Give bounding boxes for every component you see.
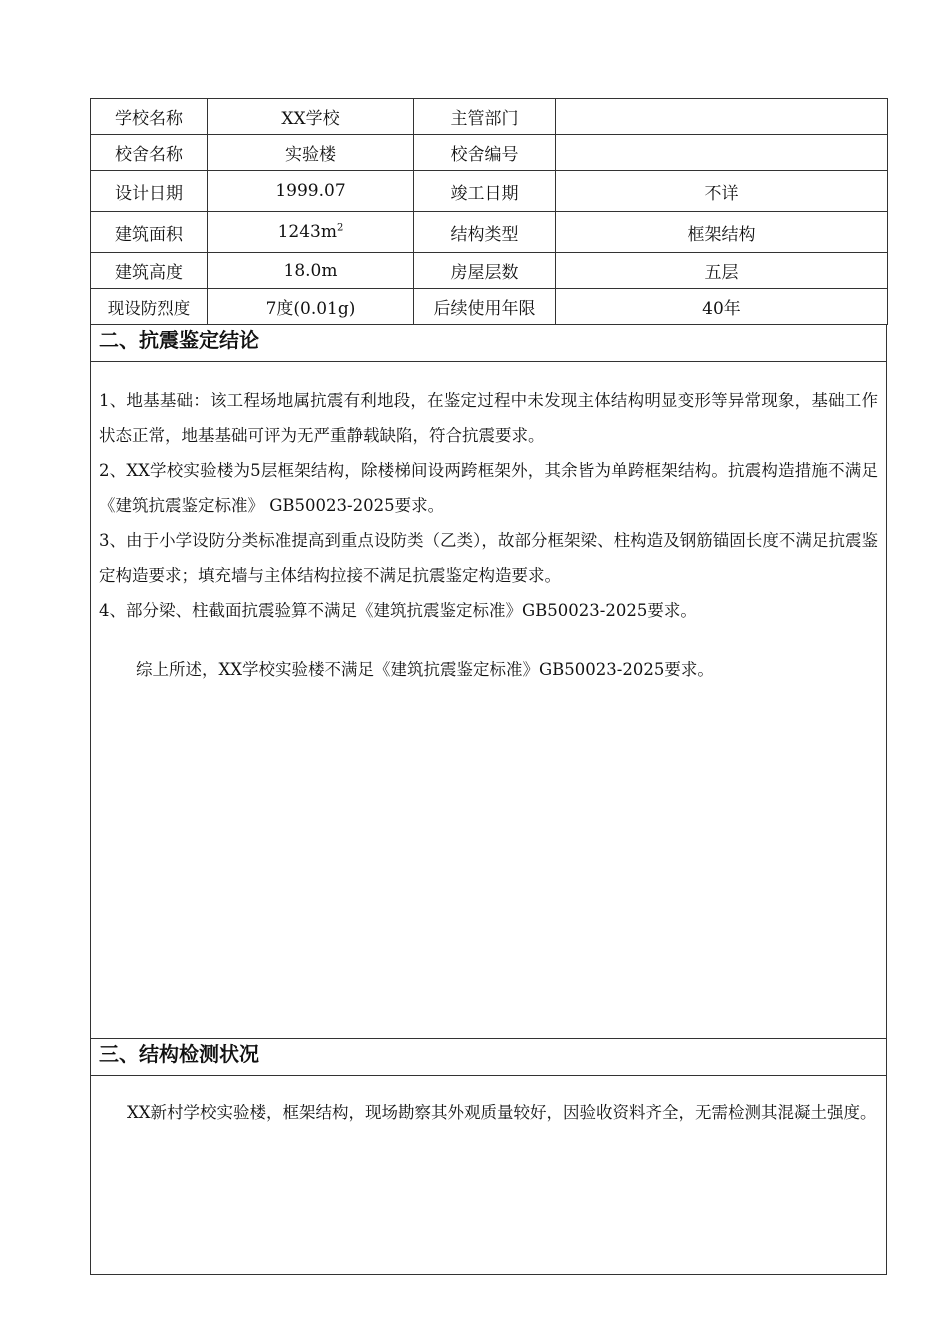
floor-area-unit-superscript: 2 [337,222,344,234]
conclusion-item: 4、部分梁、柱截面抗震验算不满足《建筑抗震鉴定标准》GB50023-2025要求。 [99,601,697,620]
value-service-life: 40年 [556,289,888,325]
value-building-number [556,135,888,171]
table-row [91,99,888,135]
value-seismic-intensity: 7度(0.01g) [208,289,414,325]
label-service-life: 后续使用年限 [414,289,556,325]
value-floor-area [208,212,414,253]
section-title: 二、抗震鉴定结论 [91,325,886,362]
table-row [91,135,888,171]
value-department [556,99,888,135]
label-department: 主管部门 [414,99,556,135]
building-info-table [90,98,888,325]
label-completion-date: 竣工日期 [414,171,556,212]
value-building-name: 实验楼 [208,135,414,171]
label-building-height: 建筑高度 [91,253,208,289]
section-title: 三、结构检测状况 [91,1039,886,1076]
label-building-number: 校舍编号 [414,135,556,171]
floor-area-number: 1243m [277,222,337,242]
conclusion-item: 1、地基基础：该工程场地属抗震有利地段，在鉴定过程中未发现主体结构明显变形等异常现象，基础工作状态正常，地基基础可评为无严重静载缺陷，符合抗震要求。 [99,391,878,445]
conclusion-item: 2、XX学校实验楼为5层框架结构，除楼梯间设两跨框架外，其余皆为单跨框架结构。抗震构造措施不满足《建筑抗震鉴定标准》 GB50023-2025要求。 [99,461,878,515]
value-design-date: 1999.07 [208,171,414,212]
conclusion-summary: 综上所述，XX学校实验楼不满足《建筑抗震鉴定标准》GB50023-2025要求。 [136,660,714,679]
table-row [91,253,888,289]
structure-inspection-section [90,1039,887,1275]
label-design-date: 设计日期 [91,171,208,212]
value-structure-type: 框架结构 [556,212,888,253]
label-floor-area: 建筑面积 [91,212,208,253]
seismic-conclusion-section [90,325,887,1039]
label-seismic-intensity: 现设防烈度 [91,289,208,325]
table-row [91,289,888,325]
value-school-name: XX学校 [208,99,414,135]
section-body [91,362,886,1038]
appraisal-sheet [90,98,887,1275]
label-structure-type: 结构类型 [414,212,556,253]
table-row [91,212,888,253]
label-school-name: 学校名称 [91,99,208,135]
label-building-name: 校舍名称 [91,135,208,171]
table-row [91,171,888,212]
value-floor-count: 五层 [556,253,888,289]
section-body [91,1076,886,1274]
inspection-text: XX新村学校实验楼，框架结构，现场勘察其外观质量较好，因验收资料齐全，无需检测其混凝土强度。 [127,1103,877,1122]
label-floor-count: 房屋层数 [414,253,556,289]
conclusion-item: 3、由于小学设防分类标准提高到重点设防类（乙类），故部分框架梁、柱构造及钢筋锚固长度不满足抗震鉴定构造要求；填充墙与主体结构拉接不满足抗震鉴定构造要求。 [99,531,878,585]
value-building-height: 18.0m [208,253,414,289]
value-completion-date: 不详 [556,171,888,212]
